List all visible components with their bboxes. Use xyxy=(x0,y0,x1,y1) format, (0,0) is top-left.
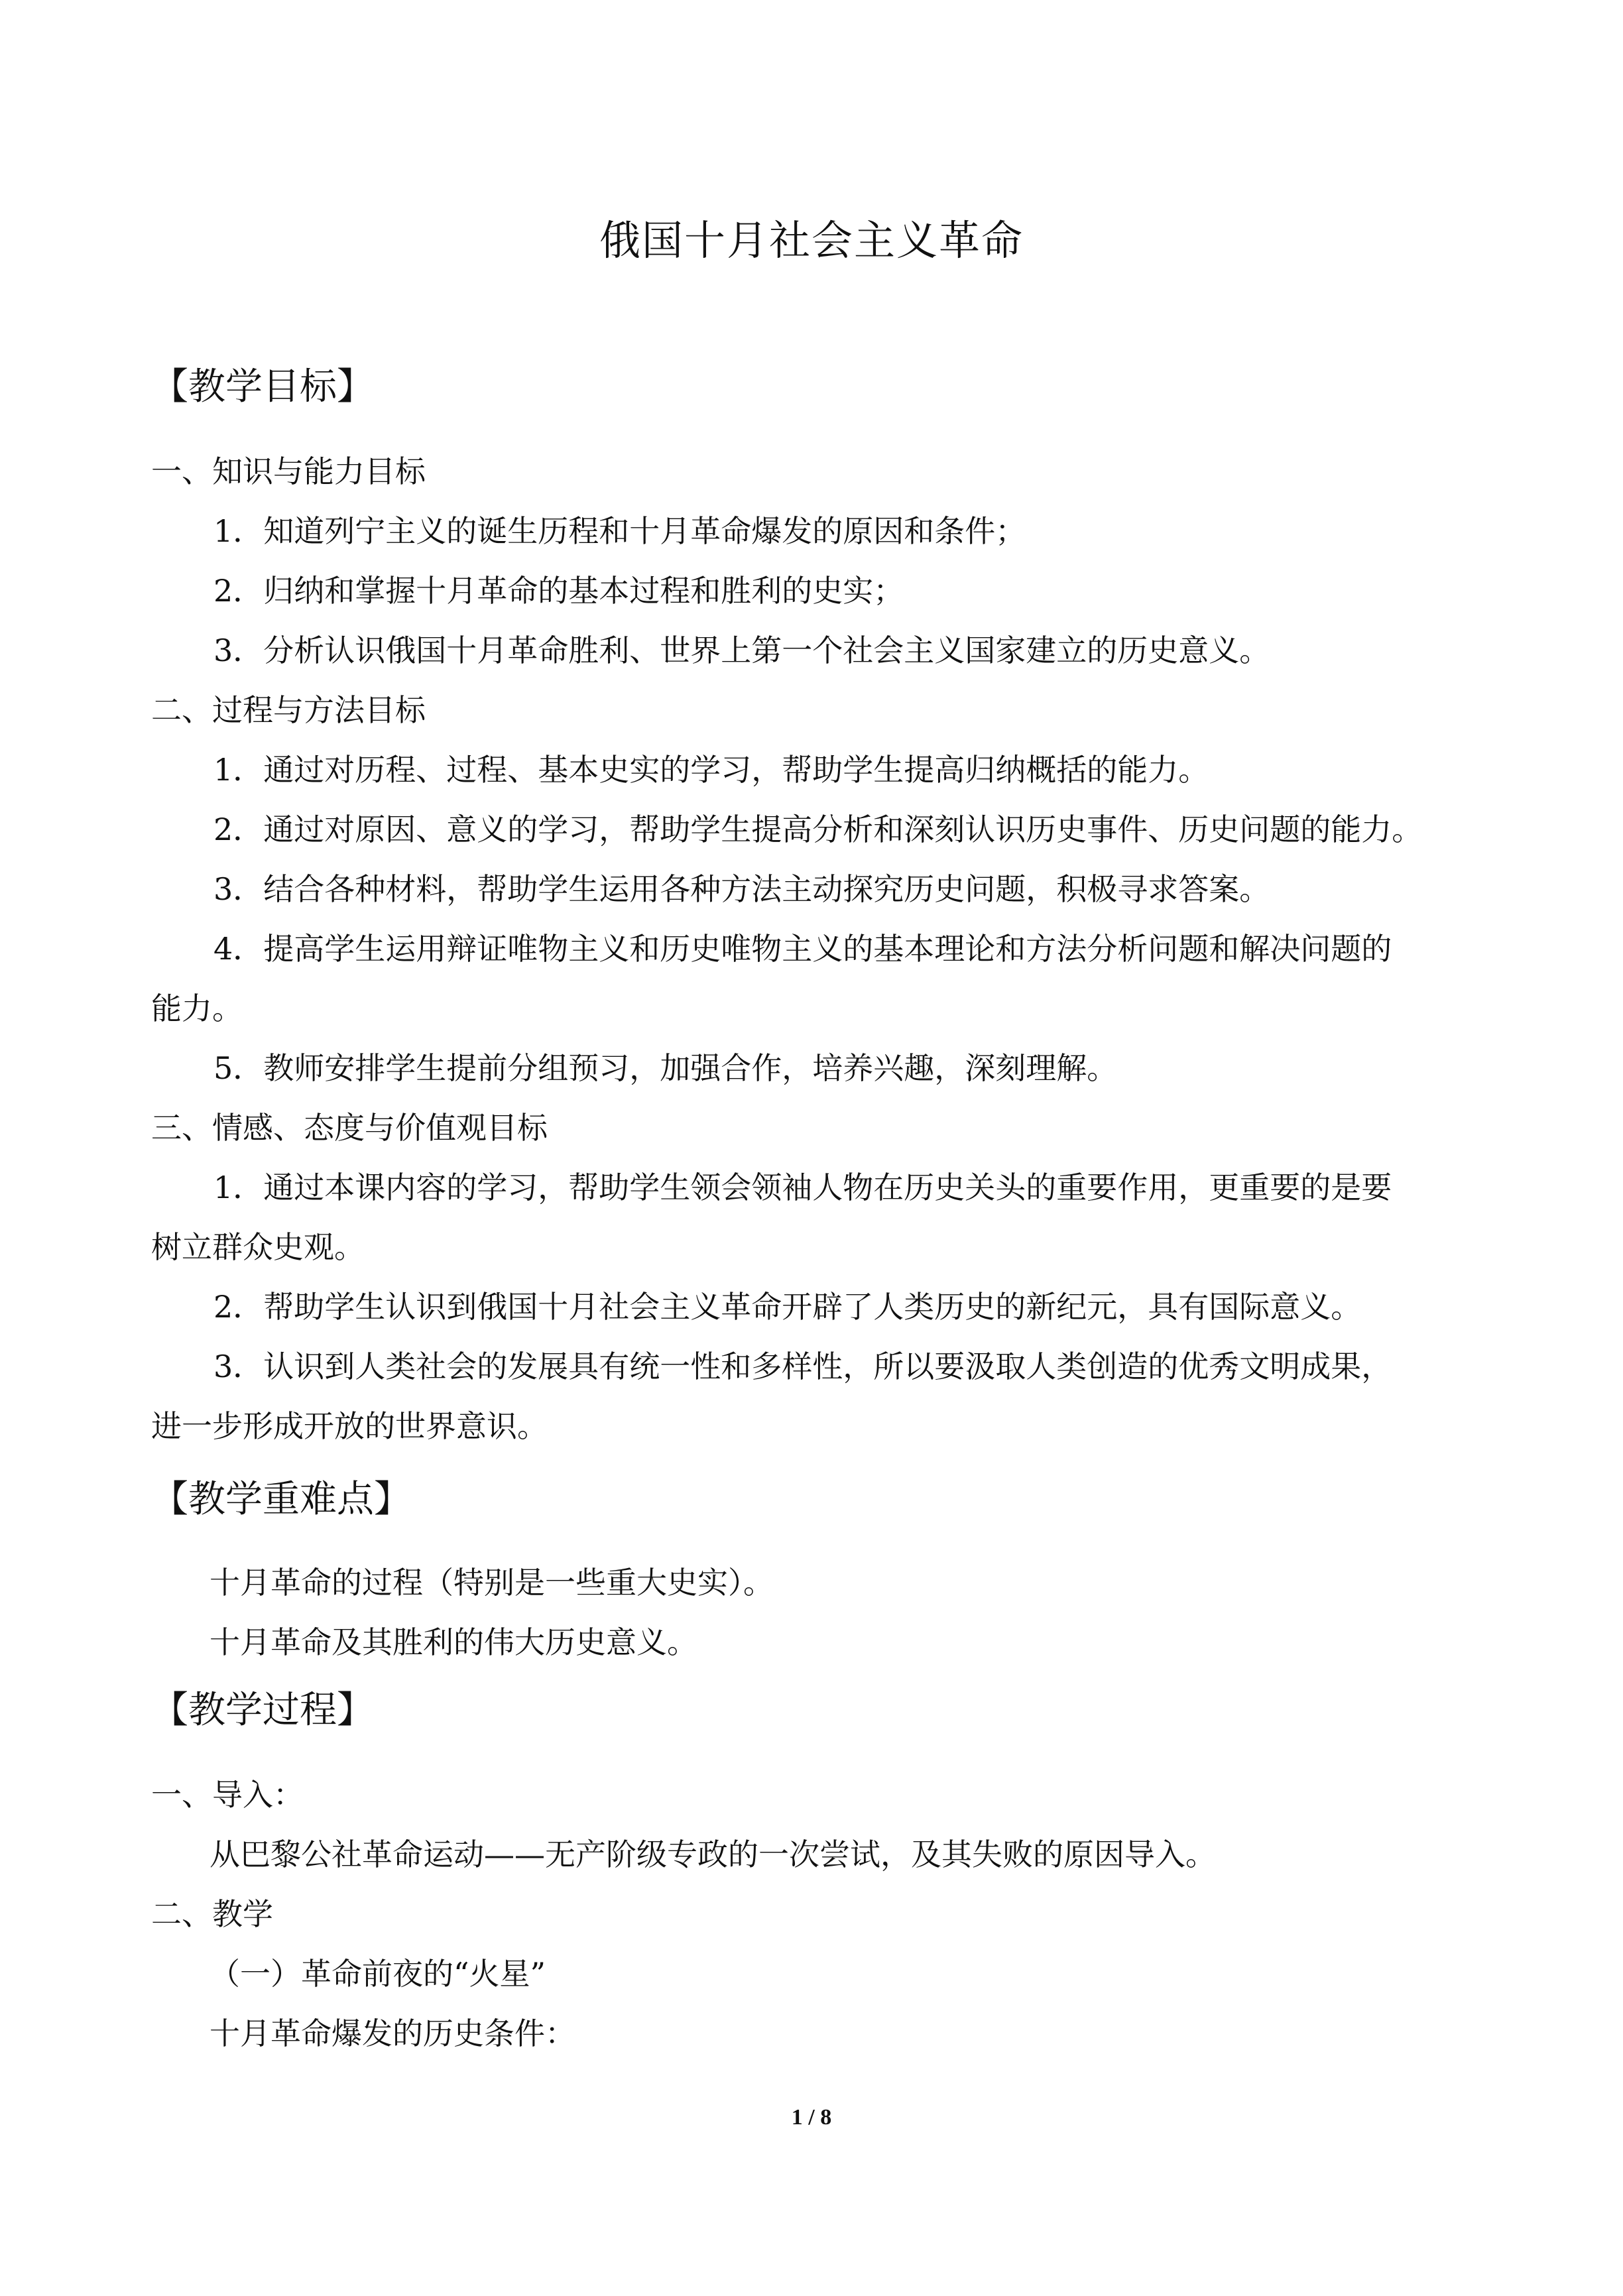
goal2-item-4-cont: 能力。 xyxy=(151,991,243,1026)
process-subheading-1-text: 十月革命爆发的历史条件： xyxy=(210,2016,575,2051)
goal3-item-3-cont: 进一步形成开放的世界意识。 xyxy=(151,1408,548,1444)
process-teach-heading: 二、教学 xyxy=(151,1896,273,1932)
goal3-item-3: 3．认识到人类社会的发展具有统一性和多样性，所以要汲取人类创造的优秀文明成果， xyxy=(213,1349,1392,1384)
goal1-item-3: 3．分析认识俄国十月革命胜利、世界上第一个社会主义国家建立的历史意义。 xyxy=(213,633,1270,668)
section-heading-teaching-process: 【教学过程】 xyxy=(151,1689,374,1732)
process-intro-heading: 一、导入： xyxy=(151,1777,304,1813)
section-heading-teaching-goals: 【教学目标】 xyxy=(151,365,374,408)
goal2-heading: 二、过程与方法目标 xyxy=(151,692,426,728)
goal1-item-2: 2．归纳和掌握十月革命的基本过程和胜利的史实； xyxy=(213,573,904,609)
section-heading-key-points: 【教学重难点】 xyxy=(151,1478,411,1521)
goal2-item-1: 1．通过对历程、过程、基本史实的学习，帮助学生提高归纳概括的能力。 xyxy=(213,752,1209,788)
goal2-item-2: 2．通过对原因、意义的学习，帮助学生提高分析和深刻认识历史事件、历史问题的能力。 xyxy=(213,812,1423,847)
page-number: 1 / 8 xyxy=(791,2105,832,2130)
keypoint-2: 十月革命及其胜利的伟大历史意义。 xyxy=(210,1624,697,1660)
keypoint-1: 十月革命的过程（特别是一些重大史实）。 xyxy=(210,1565,774,1601)
goal1-heading: 一、知识与能力目标 xyxy=(151,453,426,489)
goal3-item-1: 1．通过本课内容的学习，帮助学生领会领袖人物在历史关头的重要作用，更重要的是要 xyxy=(213,1170,1392,1205)
process-subheading-1: （一）革命前夜的“火星” xyxy=(210,1956,546,1992)
goal2-item-5: 5．教师安排学生提前分组预习，加强合作，培养兴趣，深刻理解。 xyxy=(213,1050,1118,1086)
document-title: 俄国十月社会主义革命 xyxy=(599,216,1024,265)
goal3-item-1-cont: 树立群众史观。 xyxy=(151,1229,365,1265)
goal2-item-3: 3．结合各种材料，帮助学生运用各种方法主动探究历史问题，积极寻求答案。 xyxy=(213,871,1270,907)
goal1-item-1: 1．知道列宁主义的诞生历程和十月革命爆发的原因和条件； xyxy=(213,513,1026,549)
goal2-item-4: 4．提高学生运用辩证唯物主义和历史唯物主义的基本理论和方法分析问题和解决问题的 xyxy=(213,931,1392,967)
process-intro-text: 从巴黎公社革命运动——无产阶级专政的一次尝试，及其失败的原因导入。 xyxy=(210,1837,1216,1872)
goal3-heading: 三、情感、态度与价值观目标 xyxy=(151,1110,548,1146)
goal3-item-2: 2．帮助学生认识到俄国十月社会主义革命开辟了人类历史的新纪元，具有国际意义。 xyxy=(213,1289,1362,1325)
